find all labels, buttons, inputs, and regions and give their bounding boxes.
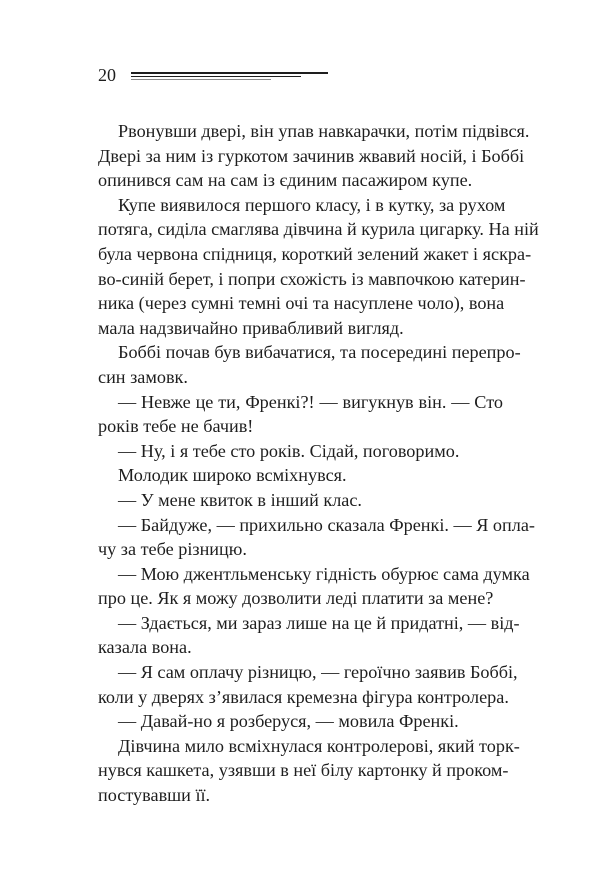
paragraph: [98, 562, 530, 611]
paragraph: [98, 709, 503, 734]
paragraph: [98, 734, 520, 808]
text-line: ника (через сумні темні очі та насуплене чоло), вона: [98, 293, 505, 314]
text-line: чу за тебе різницю.: [98, 539, 247, 560]
text-line: — Ну, і я тебе сто років. Сідай, поговоримо.: [118, 440, 460, 461]
text-line: казала вона.: [98, 637, 192, 658]
text-line: Рвонувши двері, він упав навкарачки, потім підвівся.: [118, 121, 530, 141]
text-line: — Я сам оплачу різницю, — героїчно заявив Боббі,: [118, 662, 518, 683]
paragraph: [98, 611, 520, 660]
text-line: Двері за ним із гуркотом зачинив жвавий носій, і Боббі: [98, 145, 525, 166]
text-line: во-синій берет, і попри схожість із мавпочкою катерин-: [98, 268, 526, 289]
text-line: коли у дверях з’явилася кремезна фігура контролера.: [98, 686, 509, 707]
text-line: — У мене квиток в інший клас.: [118, 489, 362, 510]
paragraph: [98, 439, 503, 464]
text-line: Боббі почав був вибачатися, та посередині перепро-: [118, 342, 521, 363]
paragraph: [98, 119, 530, 193]
paragraph: [98, 488, 503, 513]
header-rule: [131, 76, 301, 77]
text-line: була червона спідниця, короткий зелений жакет і яскра-: [98, 243, 532, 264]
paragraph: [98, 193, 539, 341]
text-line: — Здається, ми зараз лише на це й придатні, — від-: [118, 612, 520, 633]
text-line: років тебе не бачив!: [98, 416, 254, 437]
text-line: про це. Як я можу дозволити леді платити за мене?: [98, 588, 494, 609]
header-rule: [131, 79, 271, 80]
paragraph: [98, 463, 503, 488]
page-number: 20: [98, 65, 116, 85]
text-line: — Давай-но я розберуся, — мовила Френкі.: [118, 711, 459, 732]
text-line: — Мою джентльменську гідність обурює сама думка: [118, 563, 530, 584]
page-header: [98, 64, 338, 86]
text-line: нувся кашкета, узявши в неї білу картонку й проком-: [98, 760, 509, 781]
text-line: син замовк.: [98, 366, 188, 387]
text-line: постувавши її.: [98, 785, 211, 806]
paragraph: [98, 513, 535, 562]
text-line: — Невже це ти, Френкі?! — вигукнув він. — Сто: [118, 391, 503, 412]
text-body: [98, 119, 539, 808]
text-line: мала надзвичайно привабливий вигляд.: [98, 317, 404, 338]
paragraph: [98, 390, 503, 439]
header-rule: [131, 72, 328, 74]
text-line: потяга, сиділа смаглява дівчина й курила цигарку. На ній: [98, 219, 539, 240]
text-line: — Байдуже, — прихильно сказала Френкі. — Я опла-: [118, 514, 535, 535]
text-line: Купе виявилося першого класу, і в кутку, за рухом: [118, 194, 506, 215]
text-line: Дівчина мило всміхнулася контролерові, який торк-: [118, 735, 520, 756]
paragraph: [98, 660, 518, 709]
paragraph: [98, 340, 521, 389]
text-line: опинився сам на сам із єдиним пасажиром купе.: [98, 170, 473, 191]
text-line: Молодик широко всміхнувся.: [118, 465, 347, 486]
